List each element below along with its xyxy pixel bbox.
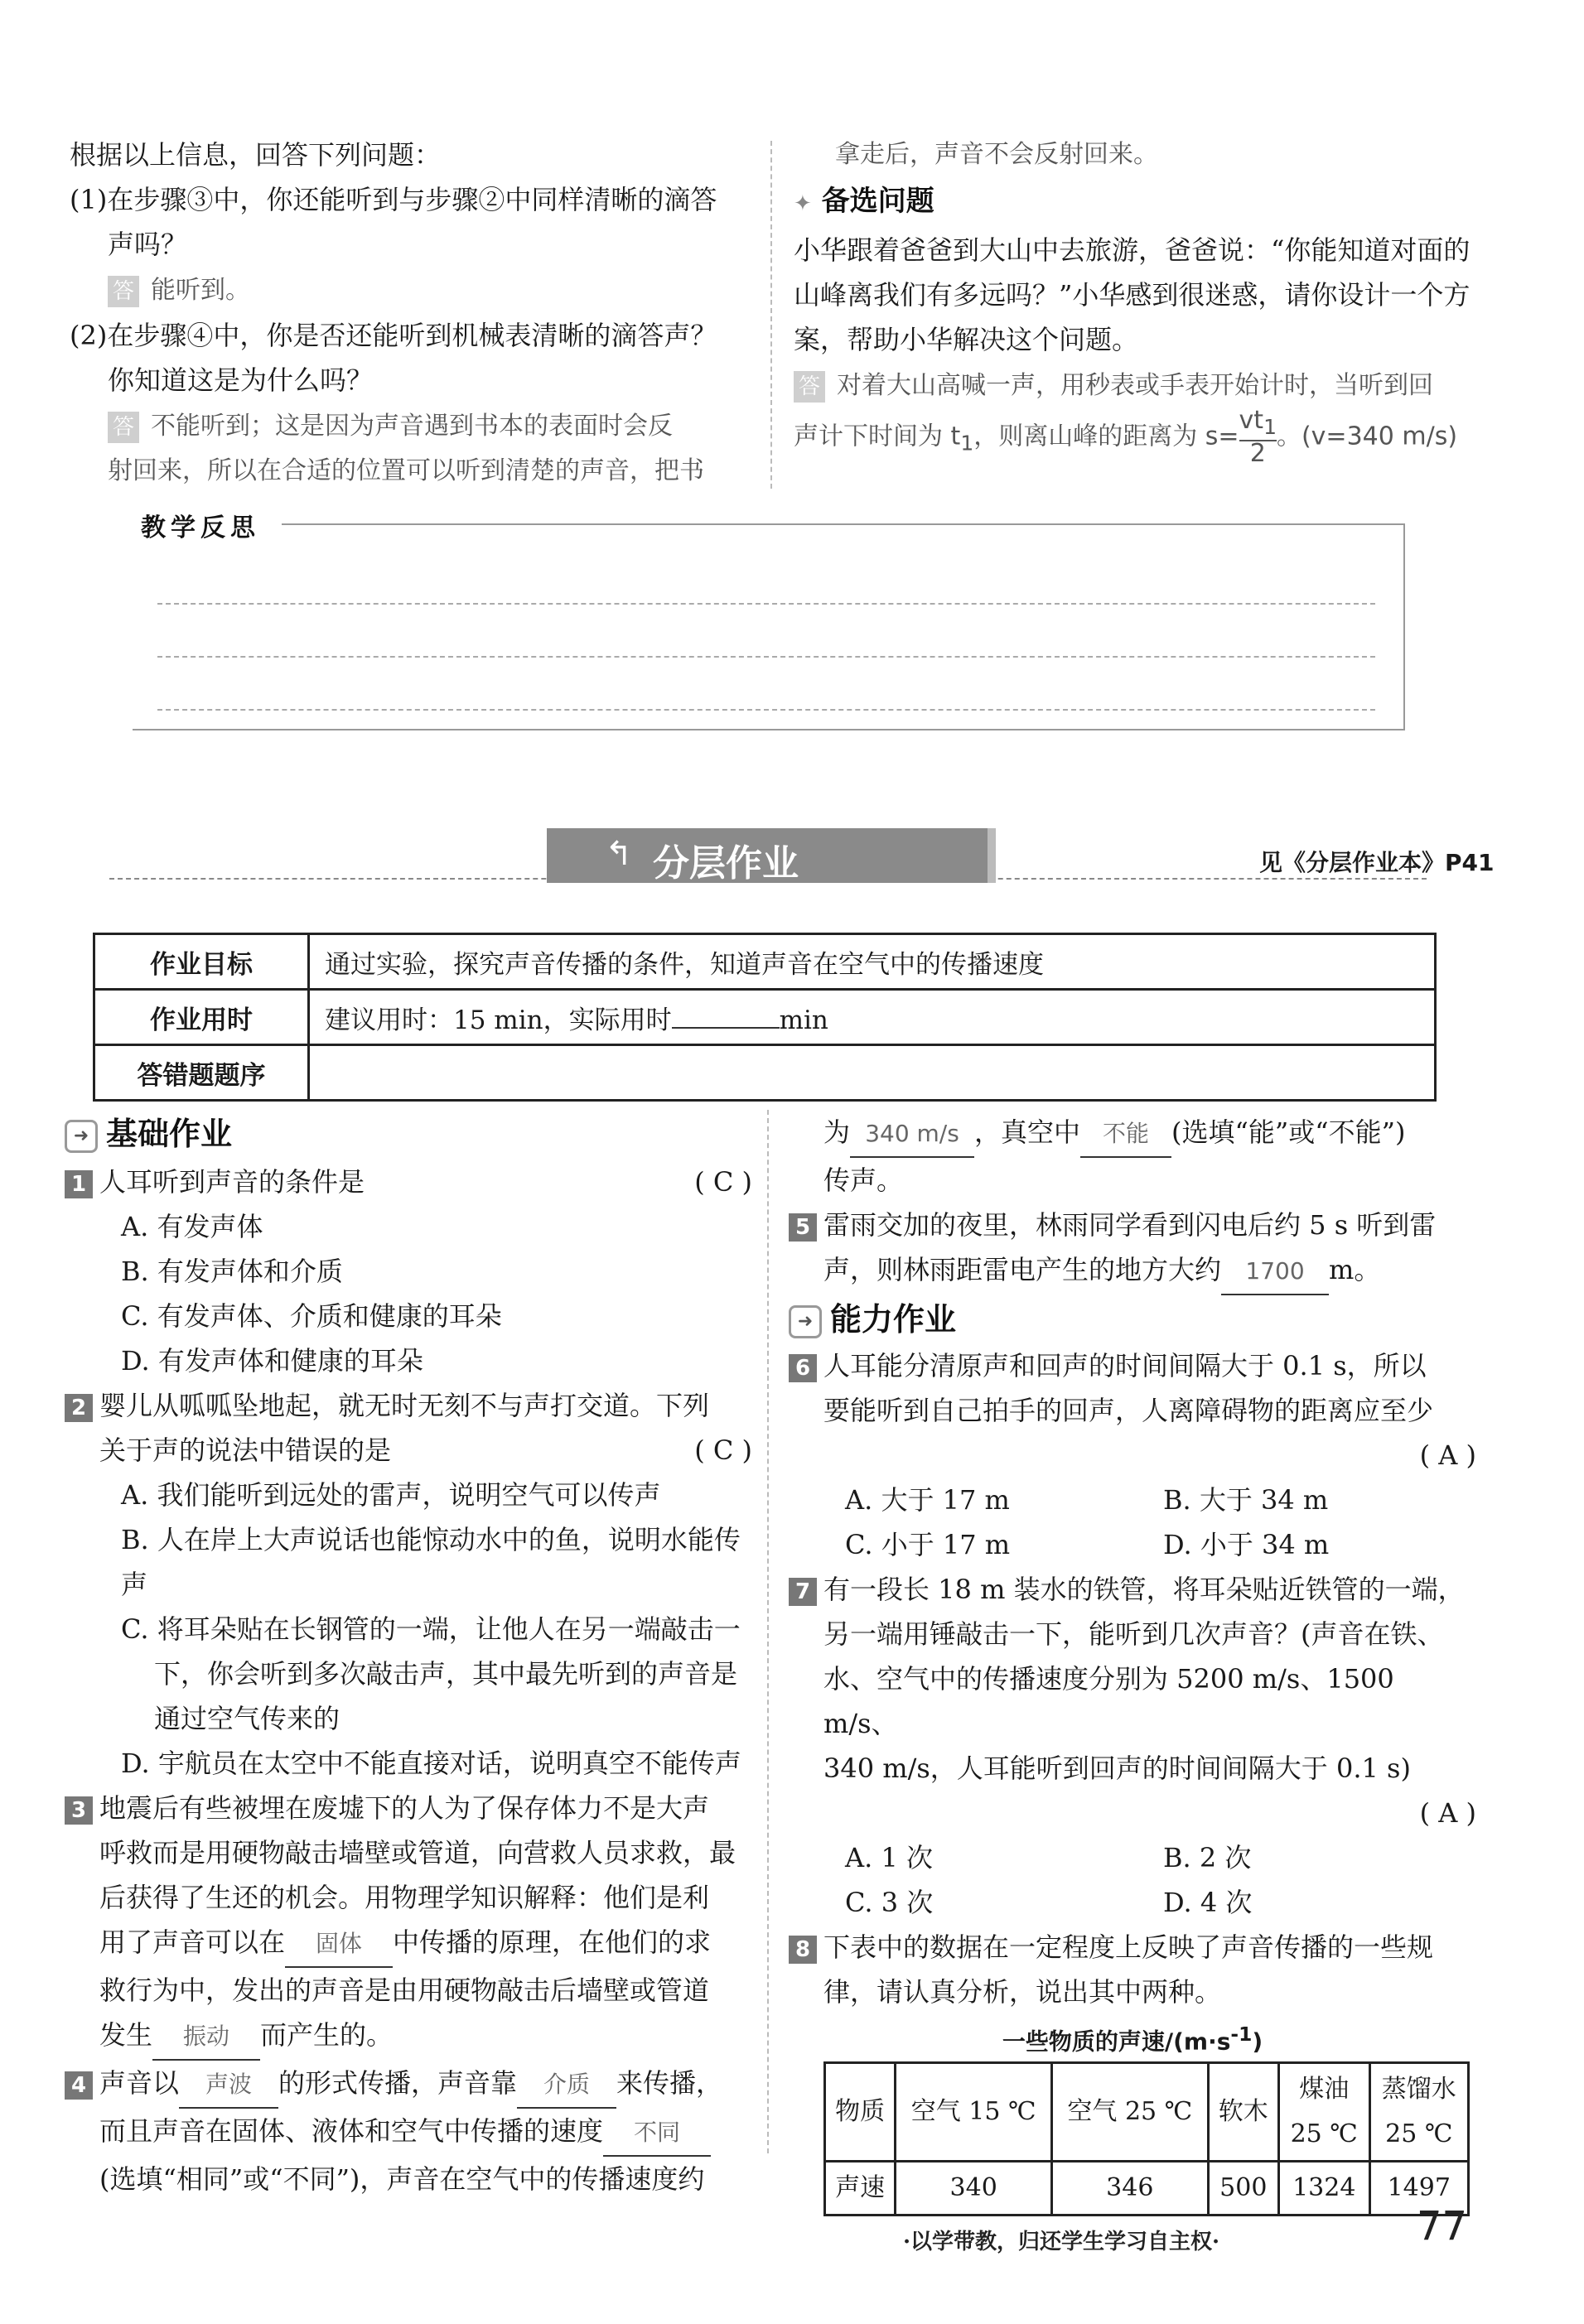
q7-line: 水、空气中的传播速度分别为 5200 m/s、1500 m/s、: [823, 1663, 1394, 1739]
table-row: [94, 934, 1436, 990]
q2: 2 婴儿从呱呱坠地起，就无时无刻不与声打交道。下列: [65, 1383, 752, 1428]
answer-2: 答 不能听到；这是因为声音遇到书本的表面时会反: [70, 403, 765, 449]
q8: 8 下表中的数据在一定程度上反映了声音传播的一些规: [789, 1925, 1476, 1970]
q4: 4 声音以 声波 的形式传播，声音靠 介质 来传播，: [65, 2061, 752, 2109]
q4-cont-end: 传声。: [823, 1164, 904, 1196]
alt-question-title: ✦ 备选问题: [794, 185, 934, 218]
right-section: [789, 1110, 1476, 2216]
reflection-line: [157, 603, 1375, 605]
q6-options: A. 大于 17 m B. 大于 34 m: [845, 1484, 1329, 1516]
q3-line: 发生 振动 而产生的。: [65, 2013, 752, 2061]
q1-option: A. 有发声体: [121, 1211, 263, 1242]
answer-2-cont: 射回来，所以在合适的位置可以听到清楚的声音，把书: [108, 456, 704, 485]
formula-fraction: $\frac{vt_1}{2}$: [1239, 406, 1277, 468]
alt-q-line2: 山峰离我们有多远吗？”小华感到很迷惑，请你设计一个方: [794, 279, 1471, 311]
reflection-line: [157, 656, 1375, 658]
q3-line: 后获得了生还的机会。用物理学知识解释：他们是利: [99, 1882, 710, 1913]
question-1-cont: 声吗？: [108, 229, 188, 260]
q3-blank-2[interactable]: 振动: [152, 2014, 260, 2061]
q5-blank[interactable]: 1700: [1221, 1249, 1329, 1295]
q2-option-cont: 下，你会听到多次敲击声，其中最先听到的声音是: [154, 1658, 738, 1690]
q1-option: D. 有发声体和健康的耳朵: [121, 1345, 423, 1377]
q6-options: C. 小于 17 m D. 小于 34 m: [845, 1529, 1330, 1560]
answer-icon: 答: [108, 412, 139, 443]
q2-cont: 关于声的说法中错误的是 ( C ): [99, 1434, 752, 1466]
q3-blank-1[interactable]: 固体: [285, 1921, 393, 1968]
basic-section: [65, 1111, 752, 2201]
workbook-ref: 见《分层作业本》P41: [1259, 849, 1495, 876]
question-1: (1)在步骤③中，你还能听到与步骤②中同样清晰的滴答: [70, 184, 717, 215]
q4-line: (选填“相同”或“不同”)，声音在空气中的传播速度约: [99, 2163, 705, 2195]
reflection-right-rule: [1403, 523, 1405, 730]
q2-option: A. 我们能听到远处的雷声，说明空气可以传声: [121, 1479, 661, 1511]
page-number: 77: [1417, 2203, 1468, 2249]
banner-title: 分层作业: [653, 842, 799, 885]
q5: 5 雷雨交加的夜里，林雨同学看到闪电后约 5 s 听到雷: [789, 1203, 1476, 1247]
goal-table-wrap: [93, 933, 1437, 1102]
banner-icon: ↰: [605, 835, 633, 873]
goal-value: 通过实验，探究声音传播的条件，知道声音在空气中的传播速度: [309, 934, 1436, 990]
answer-1: 答 能听到。: [70, 267, 765, 313]
q2-option: C. 将耳朵贴在长钢管的一端，让他人在另一端敲击一: [121, 1613, 741, 1645]
q1: 1 人耳听到声音的条件是 ( C ): [65, 1160, 752, 1204]
alt-answer-cont: 声计下时间为 $t_1$，则离山峰的距离为 s= $\frac{vt_1}{2}$ 。(v=340 m/s): [794, 406, 1458, 468]
q7: 7 有一段长 18 m 装水的铁管，将耳朵贴近铁管的一端，: [789, 1567, 1476, 1612]
reflection-line: [157, 709, 1375, 711]
top-right-block: [794, 133, 1481, 470]
q4-blank-4[interactable]: 340 m/s: [850, 1111, 974, 1158]
q7-answer: ( A ): [1419, 1797, 1476, 1829]
goal-head: 作业目标: [94, 934, 309, 990]
q4-cont: 为 340 m/s ，真空中 不能 (选填“能”或“不能”): [789, 1110, 1476, 1158]
intro-text: 根据以上信息，回答下列问题：: [70, 139, 442, 171]
q1-option: C. 有发声体、介质和健康的耳朵: [121, 1300, 502, 1332]
speed-table-title: 一些物质的声速$/(m\cdot s^{-1})$: [1002, 2023, 1263, 2056]
q3-line: 用了声音可以在 固体 中传播的原理，在他们的求: [65, 1920, 752, 1968]
q4-blank-2[interactable]: 介质: [517, 2062, 616, 2109]
q1-option: B. 有发声体和介质: [121, 1256, 343, 1287]
reflection-title: 教学反思: [141, 513, 260, 542]
table-row: [94, 1045, 1436, 1101]
question-2-cont: 你知道这是为什么吗？: [108, 364, 374, 396]
arrow-icon: ➜: [65, 1120, 98, 1153]
question-2: (2)在步骤④中，你是否还能听到机械表清晰的滴答声？: [70, 320, 717, 351]
q3-line: 救行为中，发出的声音是由用硬物敲击后墙壁或管道: [99, 1974, 710, 2006]
q2-option: D. 宇航员在太空中不能直接对话，说明真空不能传声: [121, 1748, 741, 1779]
basic-title: ➜ 基础作业: [65, 1111, 752, 1156]
q2-option-cont: 通过空气传来的: [154, 1703, 340, 1734]
q4-line: 而且声音在固体、液体和空气中传播的速度 不同: [65, 2109, 752, 2157]
answer-icon: 答: [794, 371, 825, 403]
q8-line: 律，请认真分析，说出其中两种。: [823, 1976, 1222, 2008]
reflection-bottom-rule: [133, 729, 1405, 730]
q4-blank-5[interactable]: 不能: [1080, 1111, 1171, 1158]
wrong-value[interactable]: [309, 1045, 1436, 1101]
q7-options: A. 1 次 B. 2 次: [845, 1842, 1252, 1873]
column-divider: [767, 1110, 769, 2153]
q7-options: C. 3 次 D. 4 次: [845, 1887, 1253, 1918]
table-row: 声速 340 346 500 1324 1497: [825, 2162, 1469, 2216]
reflection-top-rule: [282, 523, 1405, 525]
goal-table: [93, 933, 1437, 1102]
table-row: 物质 空气 15 ℃ 空气 25 ℃ 软木 煤油 25 ℃ 蒸馏水 25 ℃: [825, 2063, 1469, 2162]
q5-cont: 声，则林雨距雷电产生的地方大约 1700 m。: [789, 1247, 1476, 1295]
q2-option: B. 人在岸上大声说话也能惊动水中的鱼，说明水能传声: [121, 1524, 741, 1600]
star-icon: ✦: [794, 191, 812, 216]
answer-icon: 答: [108, 276, 139, 307]
wrong-head: 答错题题序: [94, 1045, 309, 1101]
q7-line: 340 m/s，人耳能听到回声的时间间隔大于 0.1 s): [823, 1753, 1411, 1784]
column-divider: [770, 141, 772, 489]
q3-line: 呼救而是用硬物敲击墙壁或管道，向营救人员求救，最: [99, 1837, 736, 1868]
table-row: [94, 990, 1436, 1045]
q6: 6 人耳能分清原声和回声的时间间隔大于 0.1 s，所以: [789, 1343, 1476, 1388]
alt-q-line3: 案，帮助小华解决这个问题。: [794, 324, 1139, 355]
q6-cont: 要能听到自己拍手的回声，人离障碍物的距离应至少: [823, 1395, 1434, 1426]
time-blank[interactable]: [672, 1027, 780, 1029]
footer-motto: ·以学带教，归还学生学习自主权·: [903, 2230, 1220, 2254]
q6-answer: ( A ): [1419, 1439, 1476, 1471]
q4-blank-3[interactable]: 不同: [603, 2110, 711, 2157]
ability-title: ➜ 能力作业: [789, 1297, 1476, 1342]
alt-q-line1: 小华跟着爸爸到大山中去旅游，爸爸说：“你能知道对面的: [794, 234, 1471, 266]
top-left-block: [70, 133, 765, 494]
arrow-icon: ➜: [789, 1305, 822, 1338]
time-head: 作业用时: [94, 990, 309, 1045]
time-value: 建议用时：15 min，实际用时 min: [309, 990, 1436, 1045]
q7-line: 另一端用锤敲击一下，能听到几次声音？(声音在铁、: [823, 1618, 1444, 1650]
speed-table: [823, 2061, 1470, 2216]
banner: [547, 828, 996, 883]
q3: 3 地震后有些被埋在废墟下的人为了保存体力不是大声: [65, 1786, 752, 1830]
alt-answer: 答 对着大山高喊一声，用秒表或手表开始计时，当听到回: [794, 362, 1481, 408]
q4-blank-1[interactable]: 声波: [179, 2062, 278, 2109]
answer-2-end: 拿走后，声音不会反射回来。: [835, 140, 1158, 169]
